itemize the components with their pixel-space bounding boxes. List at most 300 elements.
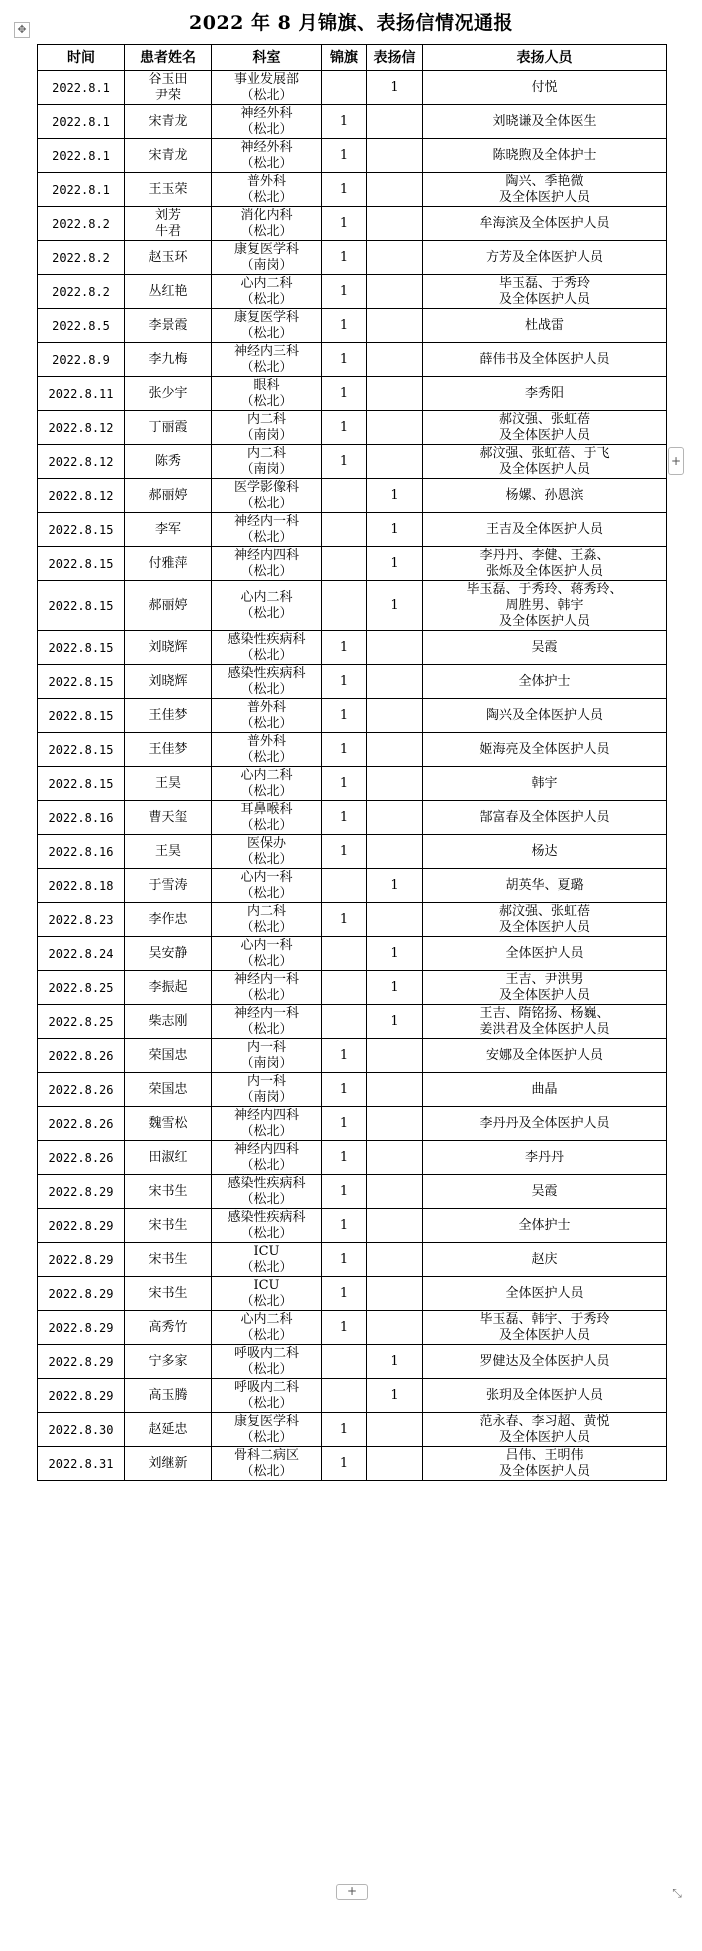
cell-patient bbox=[125, 71, 212, 105]
cell-patient bbox=[125, 479, 212, 513]
cell-line: 吴霞 bbox=[531, 639, 558, 655]
cell-date: 2022.8.30 bbox=[38, 1413, 125, 1447]
cell-line: 事业发展部 bbox=[233, 71, 299, 87]
cell-letter bbox=[367, 631, 423, 665]
table-row bbox=[38, 767, 667, 801]
cell-line: 王佳梦 bbox=[148, 707, 188, 723]
cell-line: 王吉、尹洪男 bbox=[505, 971, 584, 987]
cell-line: （松北） bbox=[240, 495, 293, 511]
cell-line: （松北） bbox=[240, 121, 293, 137]
cell-line: 心内二科 bbox=[240, 589, 293, 605]
cell-letter: 1 bbox=[367, 71, 423, 105]
cell-dept bbox=[212, 733, 322, 767]
cell-date: 2022.8.24 bbox=[38, 937, 125, 971]
cell-line: 感染性疾病科 bbox=[227, 665, 306, 681]
cell-date: 2022.8.31 bbox=[38, 1447, 125, 1481]
cell-dept bbox=[212, 631, 322, 665]
cell-line: 及全体医护人员 bbox=[498, 427, 590, 443]
table-row bbox=[38, 513, 667, 547]
table-row bbox=[38, 581, 667, 631]
cell-letter bbox=[367, 241, 423, 275]
cell-date: 2022.8.15 bbox=[38, 665, 125, 699]
cell-line: 消化内科 bbox=[240, 207, 293, 223]
table-row bbox=[38, 343, 667, 377]
cell-line: 神经内一科 bbox=[233, 513, 299, 529]
cell-patient bbox=[125, 309, 212, 343]
table-row bbox=[38, 71, 667, 105]
table-row bbox=[38, 869, 667, 903]
cell-line: 张少宇 bbox=[148, 385, 188, 401]
cell-line: 李丹丹、李健、王淼、 bbox=[479, 547, 610, 563]
table-row bbox=[38, 105, 667, 139]
cell-line: 宋书生 bbox=[148, 1183, 188, 1199]
cell-line: 薛伟书及全体医护人员 bbox=[479, 351, 610, 367]
table-row bbox=[38, 445, 667, 479]
cell-line: （松北） bbox=[240, 953, 293, 969]
cell-flag: 1 bbox=[322, 173, 367, 207]
cell-line: 牛君 bbox=[154, 223, 181, 239]
cell-letter bbox=[367, 445, 423, 479]
cell-staff bbox=[423, 411, 667, 445]
cell-date: 2022.8.29 bbox=[38, 1175, 125, 1209]
cell-line: 及全体医护人员 bbox=[498, 1327, 590, 1343]
cell-date: 2022.8.15 bbox=[38, 733, 125, 767]
table-resize-handle[interactable]: ⤡ bbox=[672, 1886, 682, 1900]
cell-staff bbox=[423, 71, 667, 105]
cell-line: 李作忠 bbox=[148, 911, 188, 927]
cell-line: 全体护士 bbox=[518, 1217, 571, 1233]
cell-line: 宋书生 bbox=[148, 1251, 188, 1267]
table-row bbox=[38, 1277, 667, 1311]
cell-staff bbox=[423, 1175, 667, 1209]
cell-letter bbox=[367, 801, 423, 835]
cell-letter bbox=[367, 343, 423, 377]
cell-letter bbox=[367, 1413, 423, 1447]
cell-flag: 1 bbox=[322, 767, 367, 801]
cell-line: 王佳梦 bbox=[148, 741, 188, 757]
cell-staff bbox=[423, 1447, 667, 1481]
cell-staff bbox=[423, 903, 667, 937]
cell-dept bbox=[212, 1379, 322, 1413]
cell-line: 丛红艳 bbox=[148, 283, 188, 299]
cell-patient bbox=[125, 1311, 212, 1345]
cell-patient bbox=[125, 139, 212, 173]
cell-line: 王昊 bbox=[154, 775, 181, 791]
cell-line: 及全体医护人员 bbox=[498, 613, 590, 629]
cell-staff bbox=[423, 1039, 667, 1073]
cell-date: 2022.8.26 bbox=[38, 1073, 125, 1107]
cell-line: 毕玉磊、于秀玲、蒋秀玲、 bbox=[466, 581, 623, 597]
cell-line: 神经内四科 bbox=[233, 547, 299, 563]
cell-date: 2022.8.16 bbox=[38, 835, 125, 869]
cell-line: 吴霞 bbox=[531, 1183, 558, 1199]
cell-staff bbox=[423, 767, 667, 801]
cell-line: 神经内三科 bbox=[233, 343, 299, 359]
cell-dept bbox=[212, 513, 322, 547]
cell-line: 王昊 bbox=[154, 843, 181, 859]
table-row bbox=[38, 139, 667, 173]
cell-letter bbox=[367, 1107, 423, 1141]
cell-line: 宋书生 bbox=[148, 1217, 188, 1233]
cell-line: （松北） bbox=[240, 605, 293, 621]
cell-patient bbox=[125, 1345, 212, 1379]
cell-line: 陈秀 bbox=[154, 453, 181, 469]
cell-date: 2022.8.26 bbox=[38, 1039, 125, 1073]
cell-patient bbox=[125, 1005, 212, 1039]
cell-flag: 1 bbox=[322, 207, 367, 241]
cell-line: 宋青龙 bbox=[148, 113, 188, 129]
cell-line: （松北） bbox=[240, 1191, 293, 1207]
table-row bbox=[38, 377, 667, 411]
cell-line: （松北） bbox=[240, 851, 293, 867]
header-staff: 表扬人员 bbox=[423, 45, 667, 71]
cell-staff bbox=[423, 1209, 667, 1243]
cell-line: 荣国忠 bbox=[148, 1081, 188, 1097]
cell-line: 李振起 bbox=[148, 979, 188, 995]
cell-date: 2022.8.26 bbox=[38, 1141, 125, 1175]
cell-dept bbox=[212, 547, 322, 581]
cell-dept bbox=[212, 1107, 322, 1141]
cell-staff bbox=[423, 275, 667, 309]
cell-line: 康复医学科 bbox=[233, 309, 299, 325]
cell-staff bbox=[423, 173, 667, 207]
cell-line: （松北） bbox=[240, 563, 293, 579]
cell-patient bbox=[125, 581, 212, 631]
cell-flag: 1 bbox=[322, 1141, 367, 1175]
cell-line: 李军 bbox=[154, 521, 181, 537]
cell-line: （松北） bbox=[240, 529, 293, 545]
cell-dept bbox=[212, 1175, 322, 1209]
cell-flag bbox=[322, 1345, 367, 1379]
cell-flag bbox=[322, 581, 367, 631]
cell-line: （南岗） bbox=[240, 1055, 293, 1071]
cell-dept bbox=[212, 581, 322, 631]
cell-line: 郝汶强、张虹蓓 bbox=[498, 903, 590, 919]
cell-staff bbox=[423, 1413, 667, 1447]
cell-dept bbox=[212, 207, 322, 241]
cell-staff bbox=[423, 869, 667, 903]
cell-line: （松北） bbox=[240, 1429, 293, 1445]
cell-letter: 1 bbox=[367, 1379, 423, 1413]
cell-line: （松北） bbox=[240, 155, 293, 171]
cell-line: 方芳及全体医护人员 bbox=[485, 249, 603, 265]
cell-line: 杨达 bbox=[531, 843, 558, 859]
cell-patient bbox=[125, 1243, 212, 1277]
cell-line: 陶兴、季艳微 bbox=[505, 173, 584, 189]
cell-line: （松北） bbox=[240, 647, 293, 663]
cell-flag: 1 bbox=[322, 275, 367, 309]
table-row bbox=[38, 1413, 667, 1447]
cell-flag: 1 bbox=[322, 377, 367, 411]
cell-line: （松北） bbox=[240, 715, 293, 731]
header-dept: 科室 bbox=[212, 45, 322, 71]
cell-letter: 1 bbox=[367, 971, 423, 1005]
table-row bbox=[38, 207, 667, 241]
cell-line: 田淑红 bbox=[148, 1149, 188, 1165]
cell-line: 及全体医护人员 bbox=[498, 291, 590, 307]
cell-line: 魏雪松 bbox=[148, 1115, 188, 1131]
cell-flag: 1 bbox=[322, 1447, 367, 1481]
table-row bbox=[38, 665, 667, 699]
cell-dept bbox=[212, 1413, 322, 1447]
header-row bbox=[38, 45, 667, 71]
cell-flag: 1 bbox=[322, 1175, 367, 1209]
cell-line: 及全体医护人员 bbox=[498, 1463, 590, 1479]
cell-date: 2022.8.29 bbox=[38, 1311, 125, 1345]
cell-flag: 1 bbox=[322, 445, 367, 479]
cell-letter bbox=[367, 1243, 423, 1277]
cell-line: 曹天玺 bbox=[148, 809, 188, 825]
cell-line: 荣国忠 bbox=[148, 1047, 188, 1063]
cell-patient bbox=[125, 733, 212, 767]
cell-patient bbox=[125, 173, 212, 207]
cell-line: （松北） bbox=[240, 393, 293, 409]
cell-date: 2022.8.15 bbox=[38, 699, 125, 733]
cell-letter bbox=[367, 699, 423, 733]
cell-line: 赵庆 bbox=[531, 1251, 558, 1267]
cell-patient bbox=[125, 1107, 212, 1141]
cell-staff bbox=[423, 513, 667, 547]
cell-line: 吴安静 bbox=[148, 945, 188, 961]
cell-line: 内二科 bbox=[246, 445, 286, 461]
cell-date: 2022.8.15 bbox=[38, 513, 125, 547]
cell-staff bbox=[423, 699, 667, 733]
cell-dept bbox=[212, 275, 322, 309]
cell-letter bbox=[367, 309, 423, 343]
cell-line: 周胜男、韩宇 bbox=[505, 597, 584, 613]
cell-staff bbox=[423, 139, 667, 173]
cell-staff bbox=[423, 971, 667, 1005]
cell-dept bbox=[212, 139, 322, 173]
cell-line: 王吉、隋铭扬、杨巍、 bbox=[479, 1005, 610, 1021]
cell-line: 李九梅 bbox=[148, 351, 188, 367]
cell-staff bbox=[423, 1243, 667, 1277]
cell-flag: 1 bbox=[322, 1413, 367, 1447]
cell-letter bbox=[367, 139, 423, 173]
cell-line: 内一科 bbox=[246, 1073, 286, 1089]
cell-line: 李丹丹 bbox=[524, 1149, 564, 1165]
cell-line: 谷玉田 bbox=[148, 71, 188, 87]
cell-line: 张烁及全体医护人员 bbox=[485, 563, 603, 579]
cell-patient bbox=[125, 699, 212, 733]
cell-line: 耳鼻喉科 bbox=[240, 801, 293, 817]
table-row bbox=[38, 1243, 667, 1277]
cell-line: 宋书生 bbox=[148, 1285, 188, 1301]
cell-line: （松北） bbox=[240, 325, 293, 341]
table-row bbox=[38, 835, 667, 869]
cell-line: 郜富春及全体医护人员 bbox=[479, 809, 610, 825]
cell-line: ICU bbox=[253, 1277, 280, 1293]
cell-letter: 1 bbox=[367, 937, 423, 971]
table-row bbox=[38, 631, 667, 665]
cell-staff bbox=[423, 207, 667, 241]
cell-date: 2022.8.15 bbox=[38, 581, 125, 631]
cell-staff bbox=[423, 1107, 667, 1141]
cell-date: 2022.8.15 bbox=[38, 547, 125, 581]
add-column-button[interactable]: + bbox=[668, 447, 684, 475]
cell-flag: 1 bbox=[322, 1243, 367, 1277]
cell-line: 感染性疾病科 bbox=[227, 1209, 306, 1225]
cell-dept bbox=[212, 1345, 322, 1379]
cell-line: 内二科 bbox=[246, 411, 286, 427]
cell-patient bbox=[125, 241, 212, 275]
cell-line: 郝汶强、张虹蓓 bbox=[498, 411, 590, 427]
cell-dept bbox=[212, 1039, 322, 1073]
cell-line: 刘芳 bbox=[154, 207, 181, 223]
cell-date: 2022.8.29 bbox=[38, 1243, 125, 1277]
cell-date: 2022.8.2 bbox=[38, 275, 125, 309]
cell-line: 刘晓辉 bbox=[148, 639, 188, 655]
cell-letter: 1 bbox=[367, 513, 423, 547]
cell-dept bbox=[212, 105, 322, 139]
cell-line: 姬海亮及全体医护人员 bbox=[479, 741, 610, 757]
cell-dept bbox=[212, 699, 322, 733]
cell-line: 赵玉环 bbox=[148, 249, 188, 265]
cell-patient bbox=[125, 1277, 212, 1311]
cell-line: （南岗） bbox=[240, 1089, 293, 1105]
cell-line: 刘晓辉 bbox=[148, 673, 188, 689]
cell-line: （松北） bbox=[240, 783, 293, 799]
cell-line: 丁丽霞 bbox=[148, 419, 188, 435]
cell-line: 全体医护人员 bbox=[505, 945, 584, 961]
cell-patient bbox=[125, 105, 212, 139]
cell-flag: 1 bbox=[322, 1073, 367, 1107]
cell-patient bbox=[125, 835, 212, 869]
cell-line: 郝丽婷 bbox=[148, 487, 188, 503]
cell-dept bbox=[212, 343, 322, 377]
cell-date: 2022.8.5 bbox=[38, 309, 125, 343]
cell-flag: 1 bbox=[322, 105, 367, 139]
cell-staff bbox=[423, 733, 667, 767]
cell-flag: 1 bbox=[322, 241, 367, 275]
cell-flag: 1 bbox=[322, 665, 367, 699]
cell-letter bbox=[367, 733, 423, 767]
cell-patient bbox=[125, 767, 212, 801]
cell-line: 吕伟、王明伟 bbox=[505, 1447, 584, 1463]
cell-line: 普外科 bbox=[246, 733, 286, 749]
cell-line: 神经外科 bbox=[240, 139, 293, 155]
report-table bbox=[37, 44, 667, 1481]
cell-letter bbox=[367, 207, 423, 241]
table-row bbox=[38, 801, 667, 835]
cell-line: 李秀阳 bbox=[524, 385, 564, 401]
cell-staff bbox=[423, 937, 667, 971]
cell-staff bbox=[423, 581, 667, 631]
cell-line: 及全体医护人员 bbox=[498, 919, 590, 935]
cell-patient bbox=[125, 207, 212, 241]
cell-line: （南岗） bbox=[240, 461, 293, 477]
cell-dept bbox=[212, 479, 322, 513]
cell-line: 高玉腾 bbox=[148, 1387, 188, 1403]
cell-line: （松北） bbox=[240, 291, 293, 307]
cell-line: 感染性疾病科 bbox=[227, 631, 306, 647]
cell-date: 2022.8.25 bbox=[38, 1005, 125, 1039]
cell-staff bbox=[423, 1379, 667, 1413]
cell-line: 张玥及全体医护人员 bbox=[485, 1387, 603, 1403]
cell-staff bbox=[423, 835, 667, 869]
cell-line: （松北） bbox=[240, 1361, 293, 1377]
cell-line: 罗健达及全体医护人员 bbox=[479, 1353, 610, 1369]
cell-flag: 1 bbox=[322, 835, 367, 869]
cell-line: 李丹丹及全体医护人员 bbox=[479, 1115, 610, 1131]
cell-date: 2022.8.15 bbox=[38, 631, 125, 665]
cell-flag bbox=[322, 513, 367, 547]
cell-line: 普外科 bbox=[246, 699, 286, 715]
cell-line: （松北） bbox=[240, 1293, 293, 1309]
cell-letter bbox=[367, 767, 423, 801]
cell-line: 感染性疾病科 bbox=[227, 1175, 306, 1191]
cell-letter bbox=[367, 1447, 423, 1481]
cell-line: 王玉荣 bbox=[148, 181, 188, 197]
cell-patient bbox=[125, 445, 212, 479]
table-row bbox=[38, 971, 667, 1005]
cell-line: 赵延忠 bbox=[148, 1421, 188, 1437]
cell-staff bbox=[423, 801, 667, 835]
cell-letter bbox=[367, 275, 423, 309]
cell-date: 2022.8.11 bbox=[38, 377, 125, 411]
cell-staff bbox=[423, 1311, 667, 1345]
cell-line: 范永春、李习超、黄悦 bbox=[479, 1413, 610, 1429]
table-move-handle[interactable]: ✥ bbox=[14, 22, 30, 38]
cell-line: 心内二科 bbox=[240, 767, 293, 783]
cell-line: 陈晓煦及全体护士 bbox=[492, 147, 597, 163]
cell-line: 呼吸内二科 bbox=[233, 1345, 299, 1361]
cell-line: （南岗） bbox=[240, 427, 293, 443]
cell-flag bbox=[322, 1379, 367, 1413]
cell-line: （松北） bbox=[240, 1225, 293, 1241]
table-row bbox=[38, 1175, 667, 1209]
cell-dept bbox=[212, 411, 322, 445]
cell-dept bbox=[212, 903, 322, 937]
cell-date: 2022.8.18 bbox=[38, 869, 125, 903]
cell-staff bbox=[423, 1005, 667, 1039]
cell-line: 神经内四科 bbox=[233, 1141, 299, 1157]
cell-dept bbox=[212, 665, 322, 699]
cell-flag: 1 bbox=[322, 1311, 367, 1345]
cell-line: 康复医学科 bbox=[233, 1413, 299, 1429]
table-row bbox=[38, 411, 667, 445]
cell-line: （松北） bbox=[240, 1463, 293, 1479]
cell-line: 牟海滨及全体医护人员 bbox=[479, 215, 610, 231]
add-row-button[interactable]: + bbox=[336, 1884, 368, 1900]
cell-line: 付雅萍 bbox=[148, 555, 188, 571]
table-row bbox=[38, 1141, 667, 1175]
cell-date: 2022.8.29 bbox=[38, 1345, 125, 1379]
table-row bbox=[38, 1447, 667, 1481]
header-letter: 表扬信 bbox=[367, 45, 423, 71]
cell-date: 2022.8.1 bbox=[38, 71, 125, 105]
cell-staff bbox=[423, 241, 667, 275]
cell-dept bbox=[212, 1141, 322, 1175]
cell-staff bbox=[423, 105, 667, 139]
table-row bbox=[38, 173, 667, 207]
cell-dept bbox=[212, 1005, 322, 1039]
cell-line: 骨科二病区 bbox=[233, 1447, 299, 1463]
cell-date: 2022.8.29 bbox=[38, 1209, 125, 1243]
cell-letter bbox=[367, 173, 423, 207]
cell-line: （松北） bbox=[240, 1157, 293, 1173]
table-row bbox=[38, 1209, 667, 1243]
cell-dept bbox=[212, 1277, 322, 1311]
cell-date: 2022.8.12 bbox=[38, 479, 125, 513]
cell-dept bbox=[212, 801, 322, 835]
cell-patient bbox=[125, 937, 212, 971]
cell-line: 内一科 bbox=[246, 1039, 286, 1055]
header-date: 时间 bbox=[38, 45, 125, 71]
cell-dept bbox=[212, 869, 322, 903]
cell-line: 刘晓谦及全体医生 bbox=[492, 113, 597, 129]
cell-date: 2022.8.23 bbox=[38, 903, 125, 937]
